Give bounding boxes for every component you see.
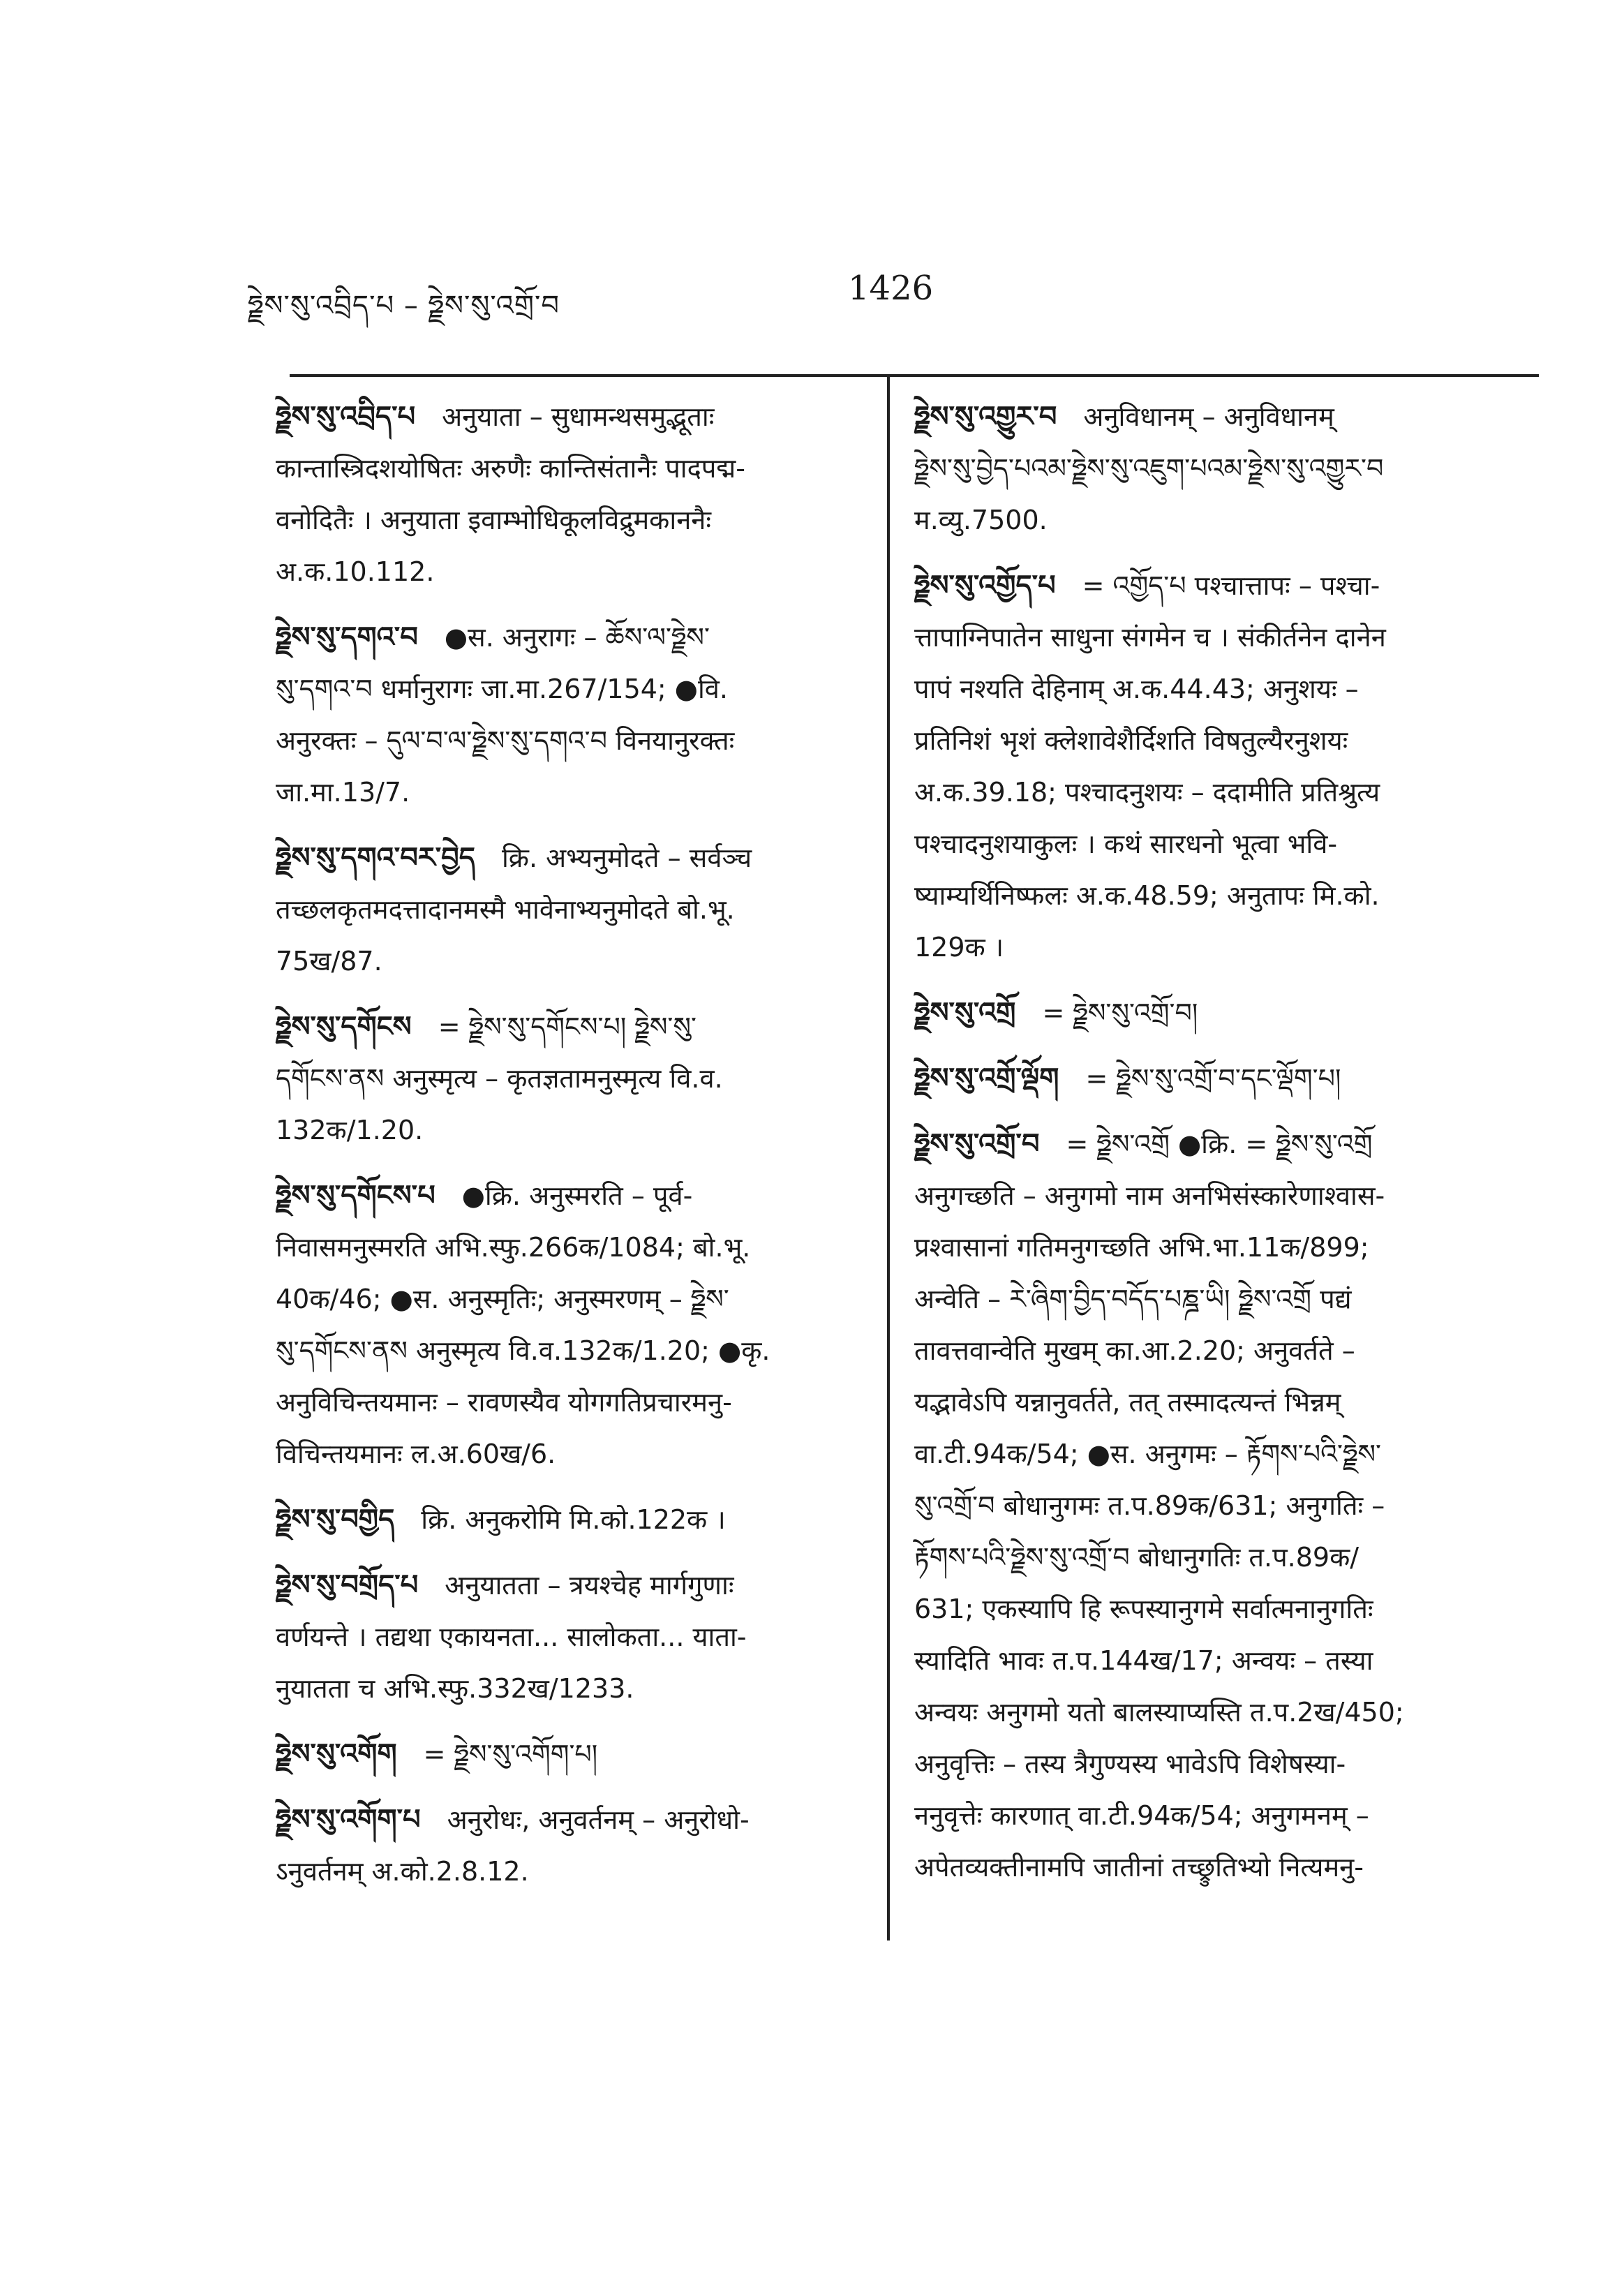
dictionary-entry	[276, 1001, 855, 1156]
dictionary-entry	[276, 1794, 855, 1897]
entry-line	[914, 1531, 1493, 1583]
entry-line	[276, 1494, 855, 1545]
entry-line	[276, 1428, 855, 1480]
entry-text: ननुवृत्तेः कारणात् वा.टी.94क/54; अनुगमनम् –	[914, 1800, 1369, 1831]
entry-text: = ཧྗེས་སུ་འགོག་པ།	[423, 1739, 598, 1769]
entry-line	[914, 1118, 1493, 1170]
entry-line	[276, 1170, 855, 1222]
entry-text: वनोदितैः । अनुयाता इवाम्भोधिकूलविद्रुमकाननैः	[276, 505, 712, 535]
entry-line	[914, 1428, 1493, 1480]
entry-line	[914, 1376, 1493, 1428]
entry-headword: ཧྗེས་སུ་འགྲོ་བ	[914, 1128, 1040, 1160]
entry-line	[276, 1376, 855, 1428]
entry-text: སུ་དགོངས་ནས अनुस्मृत्य वि.व.132क/1.20; ●कृ.	[276, 1335, 770, 1366]
entry-text: स्यादिति भावः त.प.144ख/17; अन्वयः – तस्या	[914, 1645, 1373, 1676]
entry-line	[914, 1170, 1493, 1222]
entry-headword: ཧྗེས་སུ་བགྱིད	[276, 1504, 395, 1536]
entry-text: पश्चादनुशयाकुलः । कथं सारधनो भूत्वा भवि-	[914, 829, 1338, 859]
entry-text: वा.टी.94क/54; ●स. अनुगमः – རྟོགས་པའི་ཧྗེས་	[914, 1439, 1382, 1469]
entry-text: = ཧྗེས་སུ་འགྲོ་བ།	[1042, 997, 1198, 1028]
entry-text: ष्याम्यर्थिनिष्फलः अ.क.48.59; अनुतापः मि.को.	[914, 880, 1380, 911]
entry-line	[276, 1325, 855, 1376]
entry-text: कान्तास्त्रिदशयोषितः अरुणैः कान्तिसंतानैः पादपद्म-	[276, 453, 745, 484]
entry-text: = ཧྗེས་འགྲོ ●क्रि. = ཧྗེས་སུ་འགྲོ	[1066, 1129, 1373, 1159]
entry-line	[914, 611, 1493, 663]
entry-line	[276, 766, 855, 818]
entry-line	[914, 1325, 1493, 1376]
dictionary-entry	[276, 1728, 855, 1780]
entry-text: ●स. अनुरागः – ཆོས་ལ་ཧྗེས་	[444, 622, 710, 653]
dictionary-entry	[276, 391, 855, 598]
entry-text: 75ख/87.	[276, 946, 382, 977]
entry-text: यद्भावेऽपि यन्नानुवर्तते, तत् तस्मादत्यन्तं भिन्नम्	[914, 1387, 1341, 1418]
entry-headword: ཧྗེས་སུ་བགྲོད་པ	[276, 1569, 419, 1601]
entry-text: विचिन्तयमानः ल.अ.60ख/6.	[276, 1439, 556, 1469]
entry-text: 129क ।	[914, 932, 1004, 963]
entry-line	[276, 832, 855, 884]
entry-headword: ཧྗེས་སུ་འགོག	[276, 1738, 397, 1770]
entry-text: क्रि. अभ्यनुमोदते – सर्वञ्च	[501, 843, 752, 873]
entry-line	[276, 884, 855, 935]
entry-text: अ.क.10.112.	[276, 556, 435, 587]
entry-headword: ཧྗེས་སུ་འགྱུར་བ	[914, 401, 1057, 433]
entry-text: ●क्रि. अनुस्मरति – पूर्व-	[461, 1180, 693, 1211]
entry-line	[914, 870, 1493, 921]
dictionary-entry	[914, 1118, 1493, 1893]
entry-text: अनुरोधः, अनुवर्तनम् – अनुरोधो-	[447, 1804, 750, 1835]
entry-text: अन्वयः अनुगमो यतो बालस्याप्यस्ति त.प.2ख/450;	[914, 1697, 1404, 1728]
entry-line	[914, 443, 1493, 494]
entry-text: अपेतव्यक्तीनामपि जातीनां तच्छ्रुतिभ्यो नित्यमनु-	[914, 1852, 1364, 1883]
entry-line	[914, 921, 1493, 973]
entry-line	[276, 1222, 855, 1273]
entry-text: 631; एकस्यापि हि रूपस्यानुगमे सर्वात्मनानुगतिः	[914, 1594, 1373, 1624]
entry-line	[276, 935, 855, 987]
entry-line	[276, 1273, 855, 1325]
entry-text: जा.मा.13/7.	[276, 777, 410, 808]
dictionary-entry	[276, 832, 855, 987]
entry-text: प्रश्वासानां गतिमनुगच्छति अभि.भा.11क/899;	[914, 1232, 1369, 1263]
entry-text: = ཧྗེས་སུ་དགོངས་པ། ཧྗེས་སུ་	[438, 1011, 697, 1042]
entry-text: = འགྱོད་པ पश्चात्तापः – पश्चा-	[1082, 570, 1380, 601]
dictionary-entry	[914, 560, 1493, 973]
entry-line	[914, 1686, 1493, 1738]
entry-line	[276, 611, 855, 663]
header-rule	[290, 374, 1539, 377]
entry-line	[276, 1104, 855, 1156]
entry-line	[914, 1841, 1493, 1893]
entry-text: = ཧྗེས་སུ་འགྲོ་བ་དང་ལྡོག་པ།	[1085, 1063, 1341, 1094]
entry-text: त्तापाग्निपातेन साधुना संगमेन च । संकीर्तनेन दानेन	[914, 622, 1386, 653]
entry-text: अ.क.39.18; पश्चादनुशयः – ददामीति प्रतिश्रुत्य	[914, 777, 1380, 808]
entry-line	[914, 1635, 1493, 1686]
entry-headword: ཧྗེས་སུ་དགའ་བ	[276, 621, 418, 653]
entry-line	[276, 1611, 855, 1663]
entry-text: निवासमनुस्मरति अभि.स्फु.266क/1084; बो.भू.	[276, 1232, 751, 1263]
entry-text: अन्वेति – རེ་ཞིག་བྱིད་བདོད་པཎྜ་ཡི། ཧྗེས་འགྲོ पद्यं	[914, 1284, 1352, 1314]
dictionary-entry	[276, 1170, 855, 1480]
entry-text: 40क/46; ●स. अनुस्मृतिः; अनुस्मरणम् – ཧྗེས་	[276, 1284, 729, 1314]
entry-text: तच्छलकृतमदत्तादानमस्मै भावेनाभ्यनुमोदते बो.भू.	[276, 894, 735, 925]
entry-headword: ཧྗེས་སུ་དགོངས་པ	[276, 1180, 435, 1212]
entry-line	[914, 715, 1493, 766]
column-divider	[887, 377, 890, 1940]
entry-line	[914, 1738, 1493, 1790]
entry-headword: ཧྗེས་སུ་དགའ་བར་བྱེད	[276, 842, 475, 874]
dictionary-entry	[914, 987, 1493, 1039]
entry-text: ऽनुवर्तनम् अ.को.2.8.12.	[276, 1856, 529, 1887]
dictionary-entry	[276, 1559, 855, 1714]
entry-text: སུ་འགྲོ་བ बोधानुगमः त.प.89क/631; अनुगतिः –	[914, 1490, 1385, 1521]
entry-headword: ཧྗེས་སུ་འགྲོ་ལྡོག	[914, 1062, 1059, 1094]
entry-text: अनुवृत्तिः – तस्य त्रैगुण्यस्य भावेऽपि विशेषस्या-	[914, 1749, 1346, 1779]
page-number: 1426	[848, 269, 934, 308]
entry-line	[276, 546, 855, 598]
entry-line	[276, 1663, 855, 1714]
entry-line	[914, 766, 1493, 818]
entry-line	[276, 1053, 855, 1104]
entry-line	[276, 1728, 855, 1780]
entry-line	[914, 1583, 1493, 1635]
entry-text: རྟོགས་པའི་ཧྗེས་སུ་འགྲོ་བ बोधानुगतिः त.प.89क/	[914, 1542, 1359, 1573]
entry-line	[914, 1222, 1493, 1273]
entry-text: ཧྗེས་སུ་བྱེད་པའམ་ཧྗེས་སུ་འཇུག་པའམ་ཧྗེས་སུ་འགྱུར་བ	[914, 453, 1384, 484]
entry-line	[914, 391, 1493, 443]
running-head: ཧྗེས་སུ་འབྲིད་པ – ཧྗེས་སུ་འགྲོ་བ	[248, 290, 560, 322]
entry-text: སུ་དགའ་བ धर्मानुरागः जा.मा.267/154; ●वि.	[276, 674, 729, 704]
entry-text: नुयातता च अभि.स्फु.332ख/1233.	[276, 1673, 634, 1704]
entry-text: अनुगच्छति – अनुगमो नाम अनभिसंस्कारेणाश्वास-	[914, 1180, 1385, 1211]
entry-line	[276, 494, 855, 546]
entry-line	[914, 1790, 1493, 1841]
entry-line	[276, 1846, 855, 1897]
left-column	[276, 391, 855, 1911]
dictionary-entry	[914, 1053, 1493, 1104]
entry-text: पापं नश्यति देहिनाम् अ.क.44.43; अनुशयः –	[914, 674, 1359, 704]
entry-line	[914, 818, 1493, 870]
dictionary-entry	[914, 391, 1493, 546]
entry-line	[276, 1001, 855, 1053]
entry-headword: ཧྗེས་སུ་འབྲིད་པ	[276, 401, 416, 433]
entry-line	[276, 1559, 855, 1611]
entry-line	[914, 1053, 1493, 1104]
dictionary-entry	[276, 611, 855, 818]
entry-text: དགོངས་ནས अनुस्मृत्य – कृतज्ञतामनुस्मृत्य वि.व.	[276, 1063, 723, 1094]
entry-headword: ཧྗེས་སུ་དགོངས	[276, 1011, 412, 1043]
entry-text: म.व्यु.7500.	[914, 505, 1048, 535]
entry-line	[276, 715, 855, 766]
entry-line	[914, 663, 1493, 715]
entry-line	[914, 1273, 1493, 1325]
entry-line	[276, 663, 855, 715]
entry-text: प्रतिनिशं भृशं क्लेशावेशैर्दिशति विषतुल्यैरनुशयः	[914, 725, 1348, 756]
entry-text: अनुविधानम् – अनुविधानम्	[1083, 401, 1334, 432]
entry-text: अनुयाता – सुधामन्थसमुद्भूताः	[442, 401, 715, 432]
entry-line	[276, 1794, 855, 1846]
entry-headword: ཧྗེས་སུ་འགྲོ	[914, 997, 1016, 1029]
entry-line	[276, 391, 855, 443]
entry-text: अनुयातता – त्रयश्चेह मार्गगुणाः	[445, 1570, 734, 1601]
entry-headword: ཧྗེས་སུ་འགྱོད་པ	[914, 570, 1056, 602]
entry-text: अनुरक्तः – དུལ་བ་ལ་ཧྗེས་སུ་དགའ་བ विनयानुरक्तः	[276, 725, 735, 756]
entry-headword: ཧྗེས་སུ་འགོག་པ	[276, 1804, 421, 1836]
entry-text: तावत्तवान्वेति मुखम् का.आ.2.20; अनुवर्तते –	[914, 1335, 1355, 1366]
entry-text: क्रि. अनुकरोमि मि.को.122क ।	[421, 1504, 726, 1535]
dictionary-entry	[276, 1494, 855, 1545]
entry-line	[276, 443, 855, 494]
entry-line	[914, 987, 1493, 1039]
entry-line	[914, 1480, 1493, 1531]
right-column	[914, 391, 1493, 1907]
entry-line	[914, 560, 1493, 611]
entry-text: 132क/1.20.	[276, 1115, 424, 1145]
entry-line	[914, 494, 1493, 546]
entry-text: अनुविचिन्तयमानः – रावणस्यैव योगगतिप्रचारमनु-	[276, 1387, 732, 1418]
entry-text: वर्णयन्ते । तद्यथा एकायनता... सालोकता... याता-	[276, 1622, 747, 1652]
